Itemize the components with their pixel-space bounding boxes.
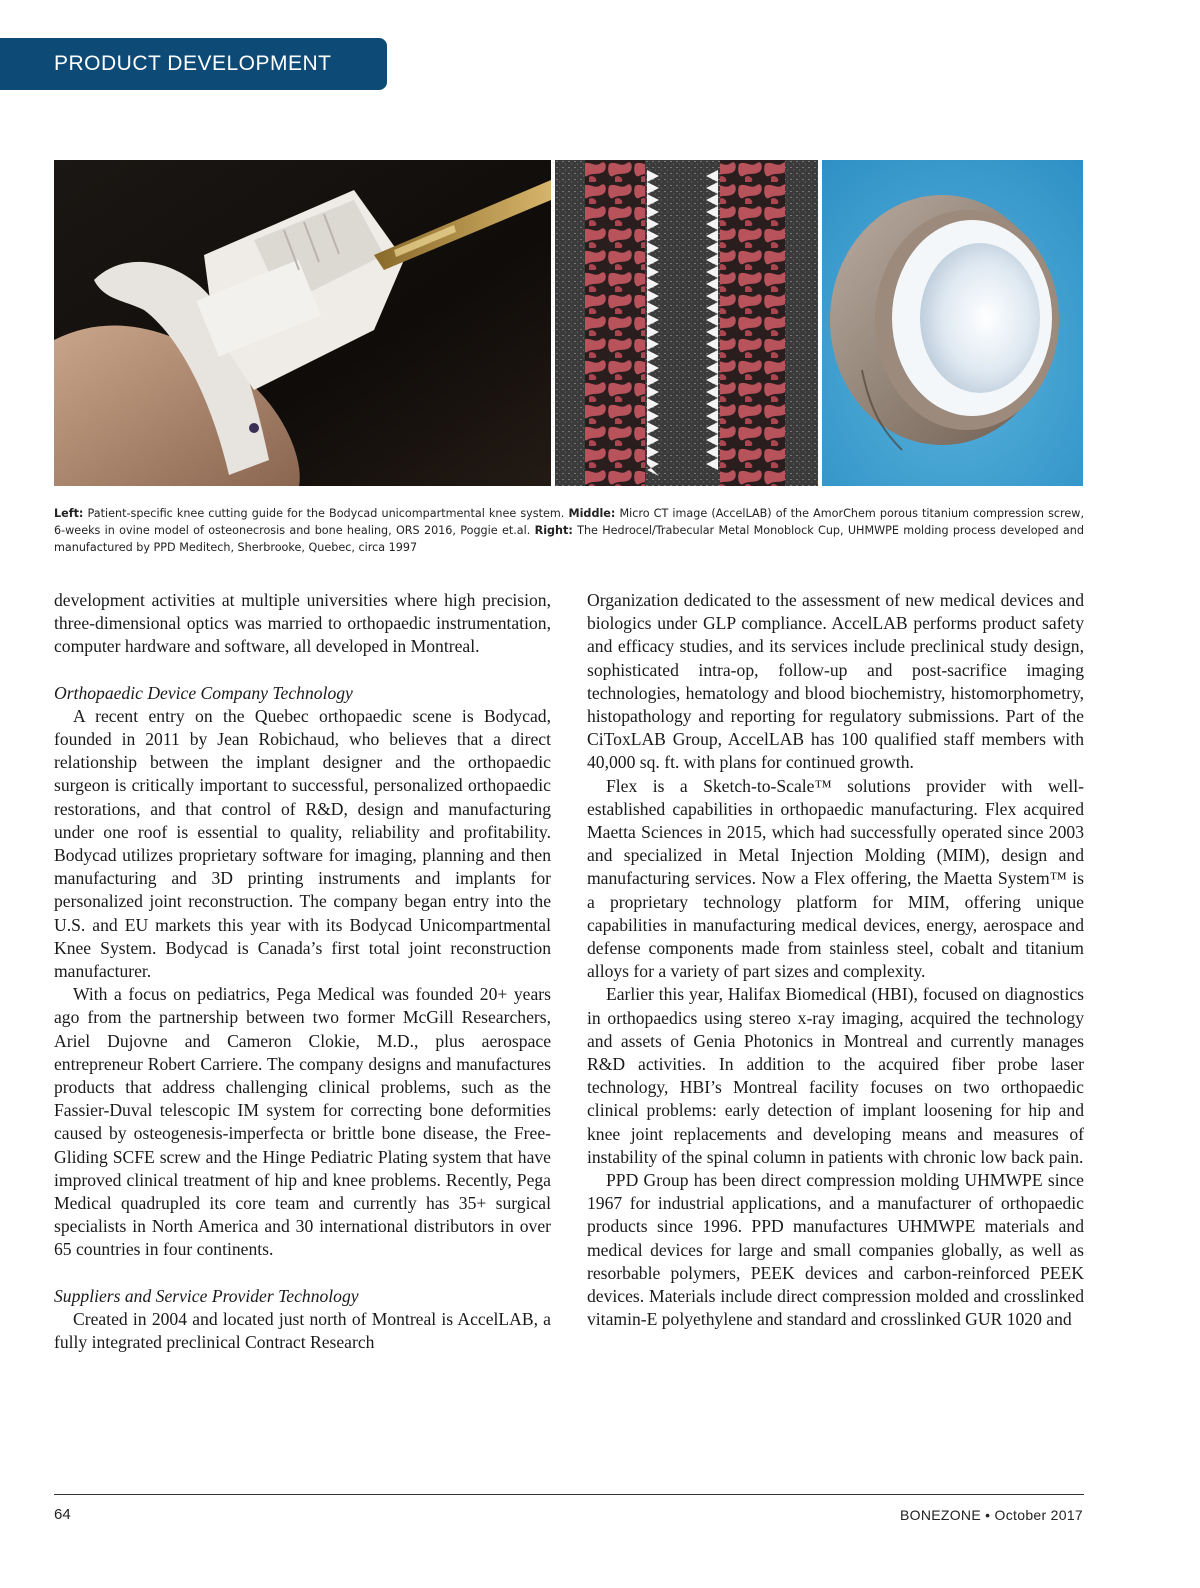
section-heading: Suppliers and Service Provider Technology xyxy=(54,1285,359,1306)
caption-right-text: The Hedrocel/Trabecular Metal Monoblock Cup, UHMWPE molding process developed and manufactured by PPD Meditech, Sherbrooke, Quebec, circa 1997 xyxy=(54,524,1084,554)
paragraph: Organization dedicated to the assessment of new medical devices and biologics under GLP compliance. AccelLAB performs product safety and efficacy studies, and its services include preclinical study design, sophisticated intra-op, follow-up and post-sacrifice imaging technologies, hematology and blood biochemistry, histomorphometry, histopathology and reporting for regulatory submissions. Part of the CiToxLAB Group, AccelLAB has 100 qualified staff members with 40,000 sq. ft. with plans for continued growth. xyxy=(587,590,1084,773)
paragraph: Created in 2004 and located just north of Montreal is AccelLAB, a fully integrated preclinical Contract Research xyxy=(54,1308,551,1353)
photo-monoblock-cup xyxy=(822,160,1083,486)
figure-caption xyxy=(54,505,1084,556)
issue-label: BONEZONE • October 2017 xyxy=(900,1507,1083,1523)
caption-right-label: Right: xyxy=(534,524,573,537)
photo-micro-ct-image xyxy=(555,160,818,486)
paragraph: A recent entry on the Quebec orthopaedic scene is Bodycad, founded in 2011 by Jean Robichaud, who believes that a direct relationship between the implant designer and the orthopaedic surgeon is critically important to successful, personalized orthopaedic restorations, and that control of R&D, design and manufacturing under one roof is essential to quality, reliability and profitability. Bodycad utilizes proprietary software for imaging, planning and then manufacturing and 3D printing instruments and implants for personalized joint reconstruction. The company began entry into the U.S. and EU markets this year with its Bodycad Unicompartmental Knee System. Bodycad is Canada’s first total joint reconstruction manufacturer. xyxy=(54,705,551,982)
footer-divider xyxy=(54,1494,1084,1495)
paragraph: Flex is a Sketch-to-Scale™ solutions provider with well-established capabilities in orthopaedic manufacturing. Flex acquired Maetta Sciences in 2015, which had successfully operated since 2003 and specialized in Metal Injection Molding (MIM), design and manufacturing services. Now a Flex offering, the Maetta System™ is a proprietary technology platform for MIM, offering unique capabilities in manufacturing medical devices, energy, aerospace and defense components made from stainless steel, cobalt and titanium alloys for a variety of part sizes and complexity. xyxy=(587,775,1084,982)
paragraph: With a focus on pediatrics, Pega Medical was founded 20+ years ago from the partnership between two former McGill Researchers, Ariel Dujovne and Cameron Clokie, M.D., plus aerospace entrepreneur Robert Carriere. The company designs and manufactures products that address challenging clinical problems, such as the Fassier-Duval telescopic IM system for correcting bone deformities caused by osteogenesis-imperfecta or brittle bone disease, the Free-Gliding SCFE screw and the Hinge Pediatric Plating system that have improved clinical treatment of hip and knee problems. Recently, Pega Medical quadrupled its core team and currently has 35+ surgical specialists in North America and 30 international distributors in over 65 countries in four continents. xyxy=(54,984,551,1260)
photo-knee-cutting-guide xyxy=(54,160,551,486)
section-label: PRODUCT DEVELOPMENT xyxy=(54,52,332,75)
paragraph: development activities at multiple universities where high precision, three-dimensional optics was married to orthopaedic instrumentation, computer hardware and software, all developed in Montreal. xyxy=(54,590,551,657)
paragraph: Earlier this year, Halifax Biomedical (HBI), focused on diagnostics in orthopaedics using stereo x-ray imaging, acquired the technology and assets of Genia Photonics in Montreal and currently manages R&D activities. In addition to the acquired fiber probe laser technology, HBI’s Montreal facility focuses on two orthopaedic clinical problems: early detection of implant loosening for hip and knee joint replacements and developing means and measures of instability of the spinal column in patients with chronic low back pain. xyxy=(587,984,1084,1167)
caption-middle-text: Micro CT image (AccelLAB) of the AmorChem porous titanium compression screw, 6-weeks in ovine model of osteonecrosis and bone healing, ORS 2016, Poggie et.al. xyxy=(54,507,1084,537)
caption-middle-label: Middle: xyxy=(568,507,616,520)
paragraph: PPD Group has been direct compression molding UHMWPE since 1967 for industrial applications, and a manufacturer of orthopaedic products since 1996. PPD manufactures UHMWPE materials and medical devices for large and small companies globally, as well as resorbable polymers, PEEK devices and carbon-reinforced PEEK devices. Materials include direct compression molded and crosslinked vitamin-E polyethylene and standard and crosslinked GUR 1020 and xyxy=(587,1170,1084,1330)
page-number: 64 xyxy=(54,1506,71,1523)
caption-left-text: Patient-specific knee cutting guide for the Bodycad unicompartmental knee system. xyxy=(83,507,569,520)
caption-left-label: Left: xyxy=(54,507,84,520)
article-column-right xyxy=(587,589,1084,1332)
section-heading: Orthopaedic Device Company Technology xyxy=(54,682,353,703)
article-column-left xyxy=(54,589,551,1354)
section-tab xyxy=(0,38,387,90)
